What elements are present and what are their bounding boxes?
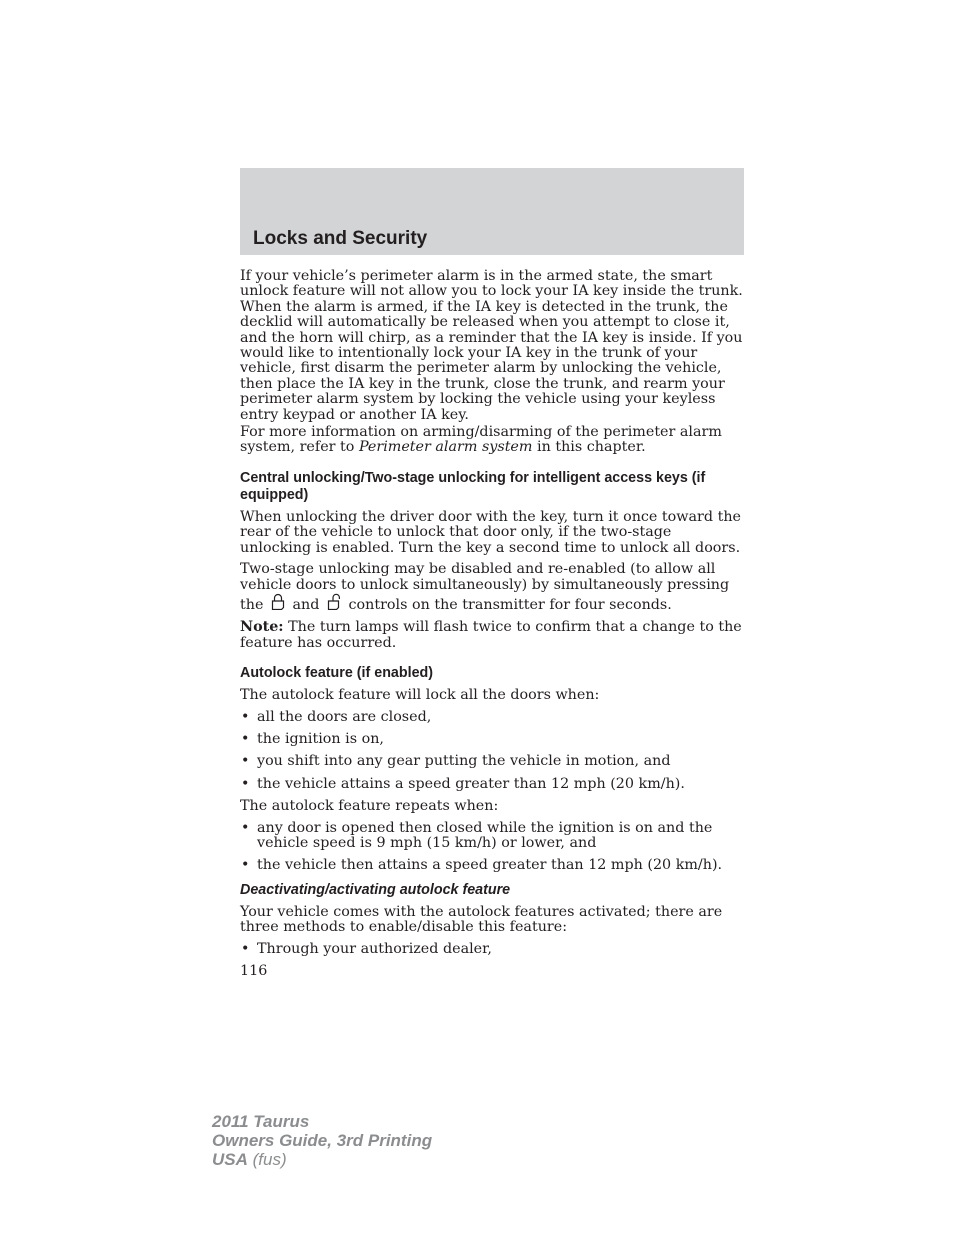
- autolock-repeat-intro: The autolock feature repeats when:: [240, 798, 499, 815]
- section-header-band: [240, 168, 744, 255]
- reference-text-after: in this chapter.: [532, 439, 646, 456]
- unlock-icon: [326, 593, 342, 614]
- two-stage-line: Two-stage unlocking may be disabled and re-enabled (to allow all vehicle doors to unlock simultaneously) by simultaneously pressing: [240, 561, 730, 593]
- autolock-conditions-list: [240, 710, 744, 793]
- autolock-repeat-list: [240, 821, 744, 874]
- list-item: • any door is opened then closed while the ignition is on and the vehicle speed is 9 mph (15 km/h) or lower, and: [240, 821, 744, 852]
- paragraph-perimeter-reference: [240, 425, 744, 456]
- deactivating-methods-list: [240, 942, 744, 957]
- page-number: 116: [240, 963, 268, 979]
- paragraph-two-stage-disable: [240, 562, 744, 614]
- list-item: • the vehicle attains a speed greater than 12 mph (20 km/h).: [240, 777, 744, 792]
- footer-edition: Owners Guide, 3rd Printing: [212, 1131, 433, 1150]
- autolock-intro: The autolock feature will lock all the doors when:: [240, 687, 600, 704]
- section-title: Locks and Security: [253, 228, 428, 249]
- footer-market-code: (fus): [247, 1150, 287, 1169]
- document-footer: [212, 1112, 432, 1169]
- reference-italic: Perimeter alarm system: [358, 439, 533, 456]
- list-item: • Through your authorized dealer,: [240, 942, 744, 957]
- list-item: • the vehicle then attains a speed greater than 12 mph (20 km/h).: [240, 858, 744, 873]
- note-text: The turn lamps will flash twice to confirm that a change to the feature has occurred.: [240, 619, 742, 651]
- list-item: • you shift into any gear putting the vehicle in motion, and: [240, 754, 744, 769]
- heading-central-unlocking: Central unlocking/Two-stage unlocking for intelligent access keys (if equipped): [240, 469, 706, 503]
- two-stage-and: and: [292, 596, 320, 613]
- page-content: [240, 269, 744, 979]
- two-stage-end: controls on the transmitter for four seconds.: [348, 596, 672, 613]
- heading-autolock: Autolock feature (if enabled): [240, 665, 434, 682]
- note-label: Note:: [240, 619, 284, 636]
- note-paragraph: [240, 620, 744, 651]
- footer-region: [212, 1150, 432, 1169]
- heading-deactivating-autolock: Deactivating/activating autolock feature: [240, 881, 511, 898]
- paragraph-smart-unlock: If your vehicle’s perimeter alarm is in the armed state, the smart unlock feature will not allow you to lock your IA key inside the trunk. When the alarm is armed, if the IA key is detected in the trunk, the decklid will automatically be released when you attempt to close it, and the horn will chirp, as a reminder that the IA key is inside. If you would like to intentionally lock your IA key in the trunk of your vehicle, first disarm the perimeter alarm by unlocking the vehicle, then place the IA key in the trunk, close the trunk, and rearm your perimeter alarm system by locking the vehicle using your keyless entry keypad or another IA key.: [240, 268, 743, 423]
- reference-text-before: For more information on arming/disarming of the perimeter alarm system, refer to: [240, 424, 722, 456]
- two-stage-the: the: [240, 596, 264, 613]
- list-item: • the ignition is on,: [240, 732, 744, 747]
- deactivating-paragraph: Your vehicle comes with the autolock features activated; there are three methods to enable/disable this feature:: [240, 903, 723, 936]
- lock-icon: [270, 593, 286, 614]
- paragraph-two-stage-key: When unlocking the driver door with the key, turn it once toward the rear of the vehicle to unlock that door only, if the two-stage unlocking is enabled. Turn the key a second time to unlock all doors.: [240, 508, 741, 556]
- footer-model: 2011 Taurus: [212, 1112, 310, 1131]
- list-item: • all the doors are closed,: [240, 710, 744, 725]
- footer-country: USA: [212, 1150, 248, 1169]
